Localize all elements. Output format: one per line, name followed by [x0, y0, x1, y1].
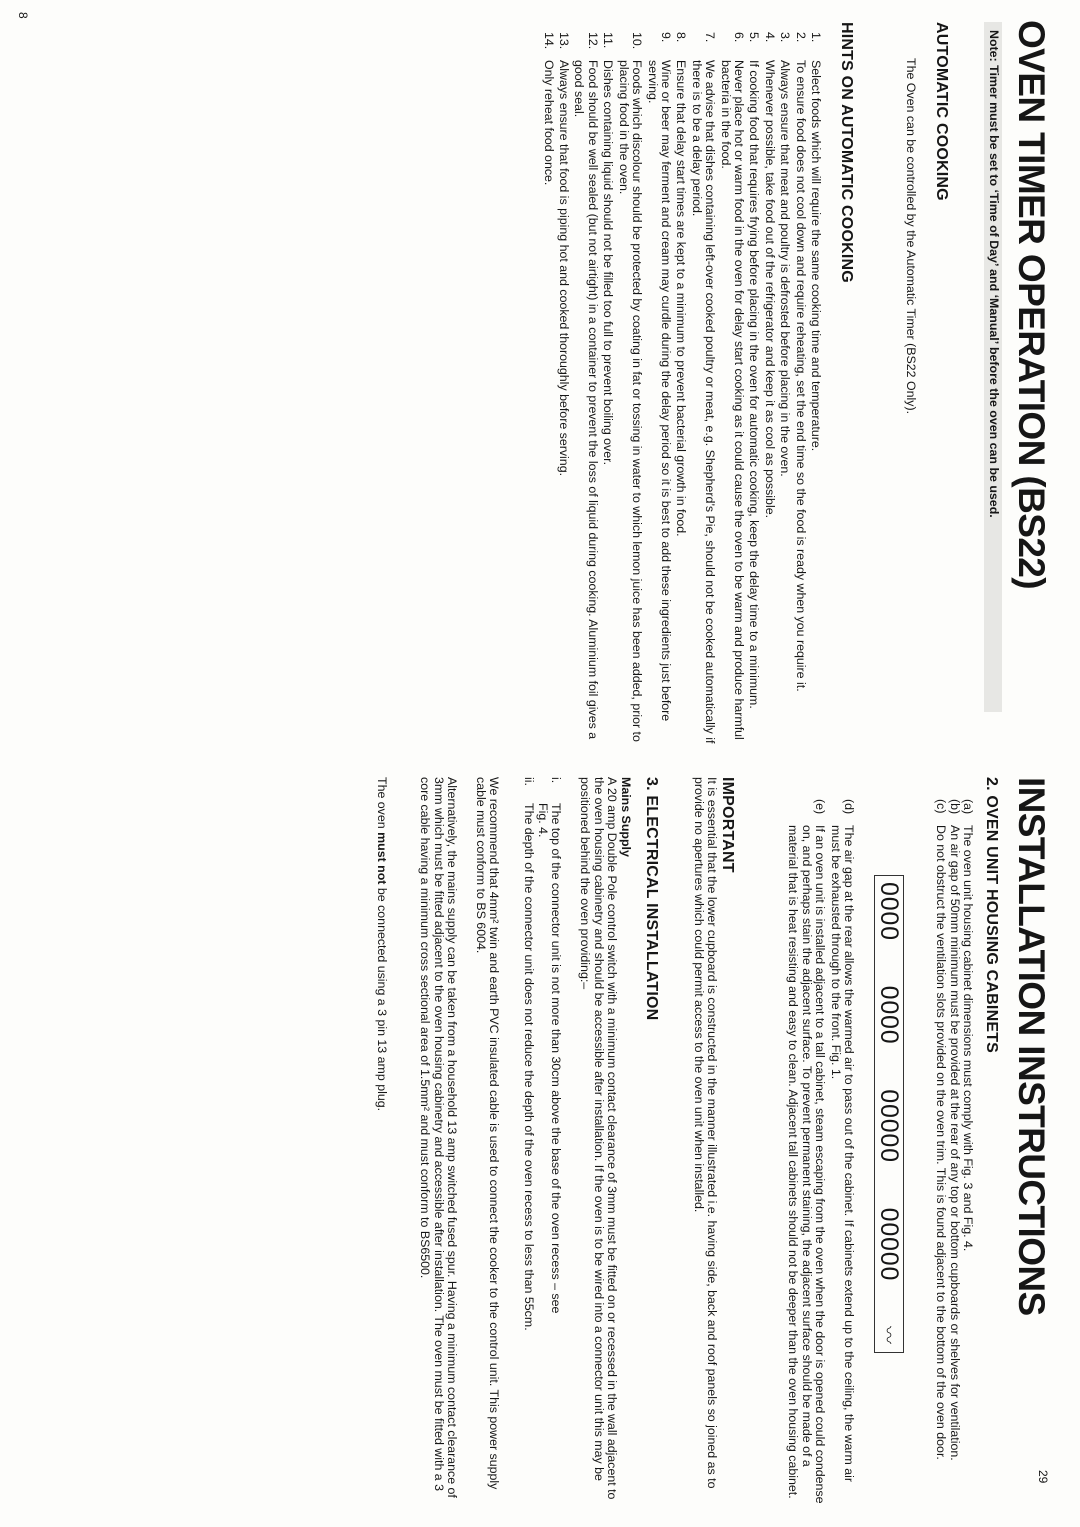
- plug-warning-end: be connected using a 3 pin 13 amp plug.: [375, 884, 389, 1112]
- cabinet-note-text: The air gap at the rear allows the warmed air to pass out of the cabinet. If cabinets extend up to the ceiling, the warm air must be exhausted through to the front. Fig. 1.: [828, 825, 856, 1483]
- cabinet-requirement-text: Do not obstruct the ventilation slots provided on the oven trim. This is found adjacent to the bottom of the oven door.: [934, 825, 949, 1460]
- hint-item-label: 12.: [585, 32, 600, 50]
- plug-warning-emphasis: must not: [375, 832, 389, 885]
- hint-item-label: 6.: [731, 32, 746, 43]
- hint-item: [601, 32, 614, 744]
- connector-condition: [535, 777, 562, 1337]
- hint-item: [747, 32, 760, 744]
- cabinet-requirement-text: An air gap of 50mm minimum must be provided at the rear of any top or bottom cupboards or shelves for ventilation.: [947, 825, 962, 1461]
- cabinet-note-text: If an oven unit is installed adjacent to a tall cabinet, steam escaping from the oven when the door is opened could condense on, and perhaps stain the adjacent surface. To prevent permanent staining, the adjacent surface should be made of a material that is heat resisting and easy to clean. Adjacent tall cabinets should not be deeper than the oven housing cabinet.: [786, 825, 828, 1504]
- section3-heading: 3. ELECTRICAL INSTALLATION: [643, 777, 660, 1021]
- hint-item-label: 13.: [557, 32, 572, 50]
- section2-heading: 2. OVEN UNIT HOUSING CABINETS: [983, 777, 1000, 1054]
- hint-item-text: Always ensure that food is piping hot and cooked thoroughly before serving.: [557, 60, 572, 477]
- cabinet-note-label: (e): [813, 799, 828, 815]
- automatic-cooking-text: The Oven can be controlled by the Automatic Timer (BS22 Only).: [904, 58, 918, 415]
- hint-item-label: 2.: [793, 32, 808, 43]
- hint-item: [557, 32, 570, 744]
- connector-condition-text: The depth of the connector unit does not reduce the depth of the oven recess to less than 55cm.: [522, 803, 537, 1331]
- hint-item: [762, 32, 775, 744]
- trim-break-mark: 〰: [878, 1325, 898, 1344]
- vent-slot-group-1: 0000: [875, 882, 904, 941]
- hints-list: [539, 32, 822, 744]
- connector-condition-label: ii.: [522, 777, 537, 786]
- hint-item-text: Select foods which will require the same cooking time and temperature.: [809, 60, 823, 452]
- hint-item: [674, 32, 687, 744]
- cabinet-requirement-label: (c): [934, 799, 949, 814]
- hints-heading: HINTS ON AUTOMATIC COOKING: [838, 22, 855, 283]
- page-number: 8: [16, 12, 30, 19]
- hint-item-label: 7.: [703, 32, 718, 43]
- page-title: OVEN TIMER OPERATION (BS22): [1011, 20, 1052, 590]
- hint-item: [572, 32, 599, 744]
- hint-item-text: To ensure food does not cool down and require reheating, set the end time so the food is ready when you require it.: [793, 60, 808, 692]
- cable-recommendation: We recommend that 4mm² twin and earth PVC insulated cable is used to connect the cooker to the control unit. This power supply cable must conform to BS 6004.: [473, 777, 501, 1490]
- hint-item-text: We advise that dishes containing left-over cooked poultry or meat, e.g. Shepherd’s Pie, should not be cooked automatically if there is to be a delay period.: [689, 60, 718, 744]
- hint-item-text: Always ensure that meat and poultry is defrosted before placing in the oven.: [778, 60, 793, 477]
- plug-warning: [375, 777, 388, 1111]
- hint-item-label: 10.: [630, 32, 645, 50]
- cabinet-requirements-list: [934, 799, 974, 1499]
- hint-item-label: 11.: [601, 32, 616, 49]
- cabinet-note-label: (d): [842, 799, 856, 815]
- cabinet-requirement: [947, 799, 960, 1499]
- cabinet-notes-list: [784, 799, 855, 1509]
- right-page: [0, 763, 1080, 1527]
- cabinet-requirement-text: The oven unit housing cabinet dimensions must comply with Fig. 3 and Fig. 4.: [961, 825, 975, 1252]
- hint-item: [616, 32, 643, 744]
- fused-spur-alternative: Alternatively, the mains supply can be taken from a household 13 amp switched fused spur. Having a minimum contact clearance of 3mm which must be fitted adjacent to the oven housing cabinetry and accessible after installation. The oven must be fitted with a 3 core cable having a minimum cross sectional area of 1.5mm² and must conform to BS6500.: [418, 777, 459, 1498]
- hint-item-text: Never place hot or warm food in the oven for delay start cooking as it could cause the oven to be warm and produce harmful bacteria in the food.: [718, 60, 746, 740]
- hint-item: [809, 32, 822, 744]
- hint-item-label: 4.: [762, 32, 777, 43]
- page-number: 29: [1036, 1470, 1050, 1484]
- connector-condition-label: i.: [549, 777, 563, 784]
- hint-item-text: Food should be well sealed (but not airtight) in a container to prevent the loss of liquid during cooking. Aluminium foil gives a good seal.: [572, 60, 600, 740]
- cabinet-note: [786, 799, 826, 1509]
- vent-slot-group-2: 0000: [875, 985, 904, 1045]
- hint-item-label: 5.: [747, 32, 762, 43]
- left-page: [0, 0, 1080, 763]
- timer-note: [984, 22, 1002, 712]
- hint-item: [689, 32, 716, 744]
- hint-item-text: Whenever possible, take food out of the refrigerator and keep it as cool as possible.: [762, 60, 777, 519]
- connector-condition: [522, 777, 535, 1337]
- important-heading: IMPORTANT: [719, 777, 736, 873]
- hint-item-text: Ensure that delay start times are kept to a minimum to prevent bacterial growth in food.: [674, 60, 689, 537]
- hint-item-text: Dishes containing liquid should not be filled too full to prevent boiling over.: [601, 60, 616, 466]
- important-text: It is essential that the lower cupboard is constructed in the manner illustrated i.e. having side, back and roof panels so joined as to provide no apertures which could permit access to the oven unit when installed.: [691, 777, 719, 1489]
- hint-item-text: If cooking food that requires frying before placing in the oven for automatic cooking, keep the delay time to a minimum.: [747, 60, 762, 709]
- automatic-cooking-heading: AUTOMATIC COOKING: [933, 22, 950, 201]
- plug-warning-start: The oven: [375, 777, 389, 833]
- hint-item: [778, 32, 791, 744]
- cabinet-requirement: [961, 799, 974, 1499]
- cabinet-requirement-label: (b): [947, 799, 962, 815]
- cabinet-requirement: [934, 799, 947, 1499]
- vent-slot-group-4: 00000: [875, 1207, 904, 1282]
- hint-item: [718, 32, 745, 744]
- oven-trim-ventilation-illustration: [874, 875, 904, 1353]
- timer-note-text: Note: Timer must be set to ‘Time of Day’ and ‘Manual’ before the oven can be used.: [987, 30, 1001, 518]
- hint-item-text: Wine or beer may ferment and cream may curdle during the delay period so it is best to add these ingredients just before serving.: [645, 60, 673, 722]
- hint-item-label: 9.: [658, 32, 673, 43]
- hint-item-text: Foods which discolour should be protected by coating in fat or tossing in water to which lemon juice has been added, prior to placing food in the oven.: [616, 60, 645, 742]
- mains-supply-intro: A 20 amp Double Pole control switch with a minimum contact clearance of 3mm must be fitted on or recessed in the wall adjacent to the oven housing cabinetry and should be accessible after installation. If the oven is to be wired into a connector unit this may be positioned behind the oven providing:–: [578, 777, 619, 1500]
- mains-supply-subheading: Mains Supply: [619, 777, 633, 857]
- vent-slot-group-3: 00000: [875, 1089, 904, 1163]
- connector-condition-text: The top of the connector unit is not more than 30cm above the base of the oven recess – see Fig. 4.: [535, 803, 563, 1314]
- hint-item: [645, 32, 672, 744]
- hint-item-label: 8.: [674, 32, 689, 43]
- hint-item-label: 3.: [778, 32, 793, 43]
- hint-item-text: Only reheat food once.: [541, 60, 556, 186]
- hint-item-label: 1.: [809, 32, 823, 43]
- page-title: INSTALLATION INSTRUCTIONS: [1011, 777, 1052, 1316]
- hint-item: [541, 32, 554, 744]
- hint-item: [793, 32, 806, 744]
- cabinet-requirement-label: (a): [961, 799, 975, 815]
- connector-conditions-list: [522, 777, 562, 1337]
- hint-item-label: 14.: [541, 32, 556, 50]
- cabinet-note: [828, 799, 855, 1509]
